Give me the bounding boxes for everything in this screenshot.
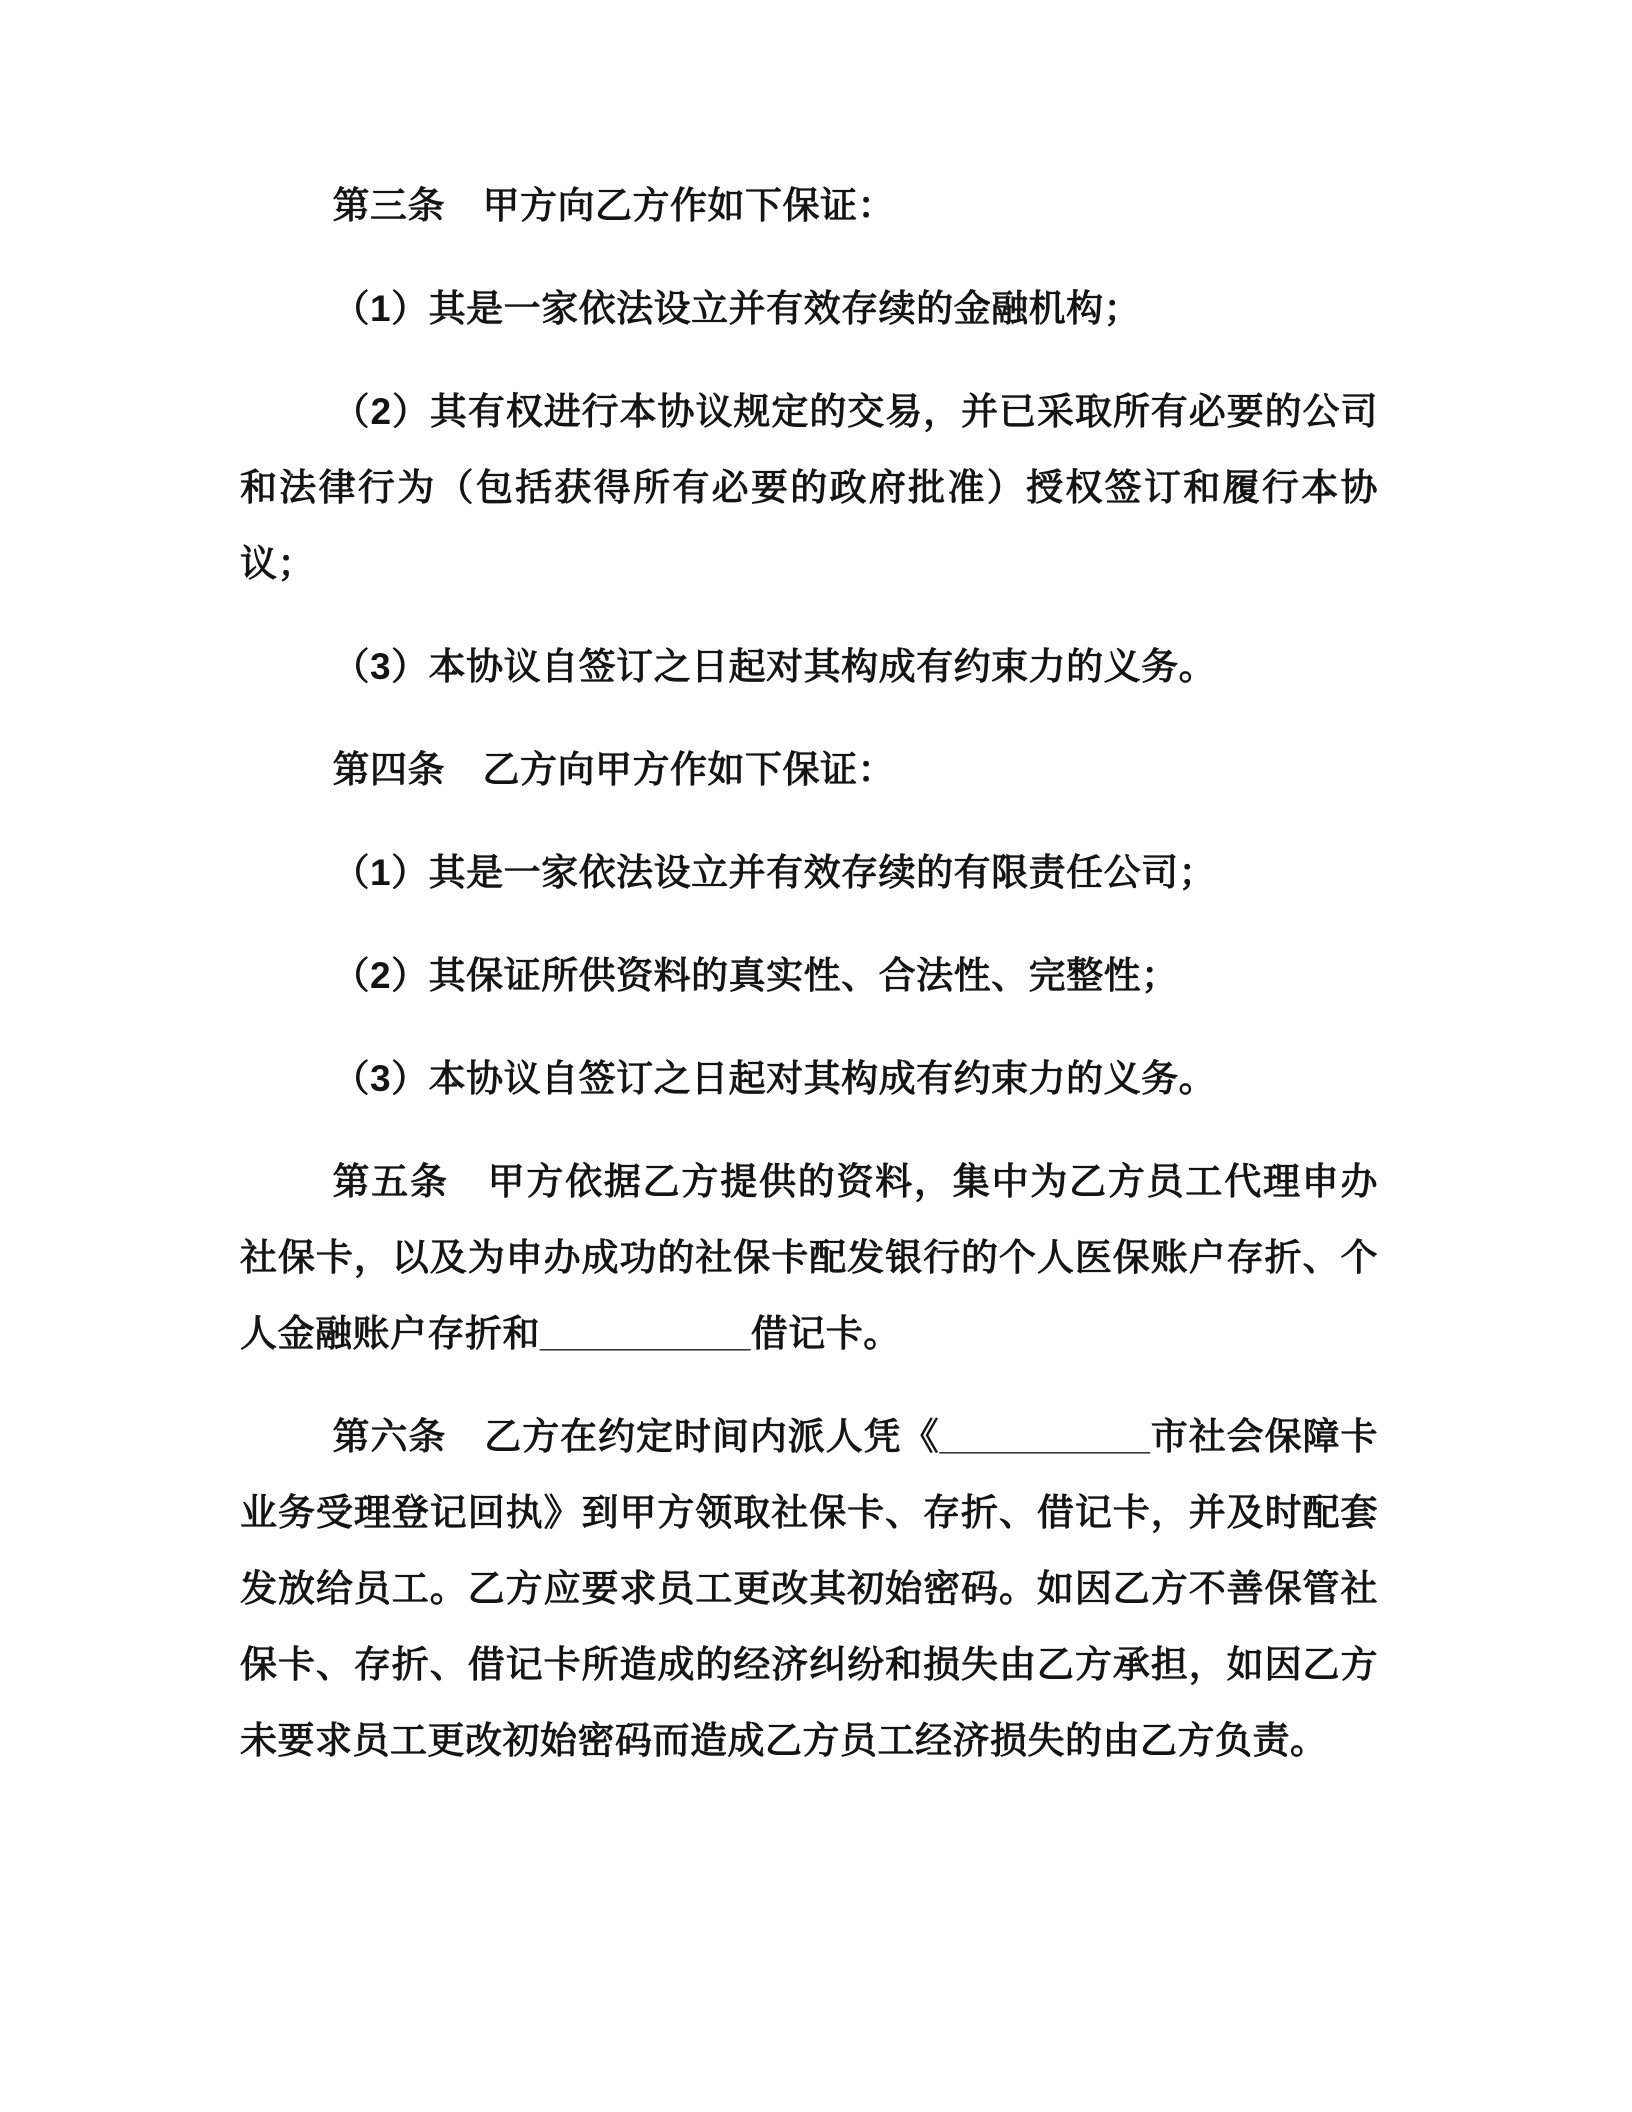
paragraph-clause-4-item-1: （1）其是一家依法设立并有效存续的有限责任公司；	[332, 852, 1217, 893]
paragraph-clause-4-heading: 第四条 乙方向甲方作如下保证：	[332, 749, 895, 790]
paragraph-clause-4-item-2: （2）其保证所供资料的真实性、合法性、完整性；	[332, 955, 1179, 996]
paragraph-clause-3-item-3: （3）本协议自签订之日起对其构成有约束力的义务。	[332, 646, 1217, 687]
paragraph-clause-3-item-2: （2）其有权进行本协议规定的交易，并已采取所有必要的公司和法律行为（包括获得所有必要的政府批准）授权签订和履行本协议；	[240, 391, 1378, 584]
paragraph-clause-3-heading: 第三条 甲方向乙方作如下保证：	[332, 185, 895, 226]
paragraph-clause-4-item-3: （3）本协议自签订之日起对其构成有约束力的义务。	[332, 1058, 1217, 1099]
document-body	[240, 168, 1378, 1779]
paragraph-clause-6: 第六条 乙方在约定时间内派人凭《__________市社会保障卡业务受理登记回执》到甲方领取社保卡、存折、借记卡，并及时配套发放给员工。乙方应要求员工更改其初始密码。如因乙方不善保管社保卡、存折、借记卡所造成的经济纠纷和损失由乙方承担，如因乙方未要求员工更改初始密码而造成乙方员工经济损失的由乙方负责。	[240, 1416, 1378, 1761]
paragraph-clause-3-item-1: （1）其是一家依法设立并有效存续的金融机构；	[332, 288, 1142, 329]
paragraph-clause-5: 第五条 甲方依据乙方提供的资料，集中为乙方员工代理申办社保卡，以及为申办成功的社保卡配发银行的个人医保账户存折、个人金融账户存折和__________借记卡。	[240, 1161, 1378, 1354]
